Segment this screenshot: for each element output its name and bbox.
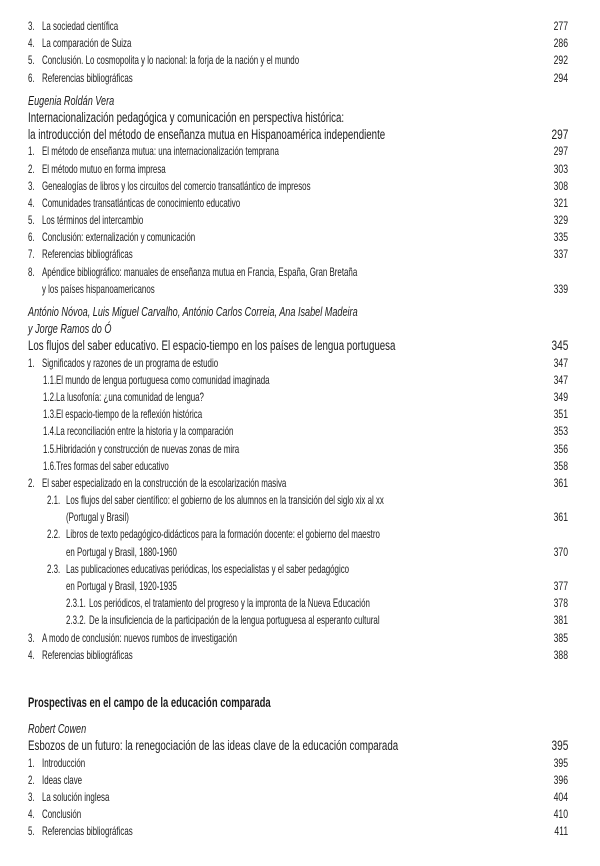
toc-entry[interactable]	[28, 772, 568, 789]
page-number: 286	[553, 36, 568, 51]
page-number: 378	[553, 596, 568, 611]
entry-text: Los términos del intercambio	[42, 213, 144, 228]
entry-number: 4.	[28, 807, 35, 822]
chapter-author-text: Eugenia Roldán Vera	[28, 92, 115, 108]
page-number: 294	[553, 70, 568, 85]
toc-entry[interactable]	[28, 406, 568, 423]
entry-number: 1.5.	[43, 441, 57, 456]
toc-entry[interactable]	[28, 246, 568, 263]
chapter-title[interactable]	[28, 126, 568, 143]
page-number: 337	[553, 247, 568, 262]
entry-number: 3.	[28, 19, 35, 33]
chapter-author	[28, 92, 568, 109]
page-number: 339	[553, 281, 568, 296]
chapter-author	[28, 303, 568, 320]
entry-text: Apéndice bibliográfico: manuales de enseñanza mutua en Francia, España, Gran Bretaña	[42, 264, 358, 279]
page-number: 292	[553, 53, 568, 68]
entry-text: La lusofonía: ¿una comunidad de lengua?	[56, 389, 204, 404]
entry-number: 1.6.	[43, 458, 57, 473]
page-number: 410	[553, 807, 568, 822]
page-number: 395	[551, 737, 568, 754]
toc-entry[interactable]	[28, 212, 568, 229]
toc-entry[interactable]	[28, 647, 568, 664]
entry-text: El método de enseñanza mutua: una internacionalización temprana	[42, 144, 279, 159]
toc-entry[interactable]	[28, 372, 568, 389]
toc-entry[interactable]	[28, 18, 568, 35]
entry-number: 2.	[28, 475, 35, 490]
entry-text: Las publicaciones educativas periódicas, los especialistas y el saber pedagógico	[66, 561, 350, 576]
toc-entry[interactable]	[28, 229, 568, 246]
entry-text-continued: en Portugal y Brasil, 1880-1960	[66, 544, 177, 559]
entry-text: El saber especializado en la construcción de la escolarización masiva	[42, 475, 287, 490]
entry-number: 1.1.	[43, 372, 57, 387]
toc-entry[interactable]	[28, 143, 568, 160]
entry-number: 1.	[28, 355, 35, 370]
entry-text: La comparación de Suiza	[42, 36, 132, 51]
entry-number: 1.2.	[43, 389, 57, 404]
entry-text: Significados y razones de un programa de estudio	[42, 355, 219, 370]
toc-entry[interactable]	[28, 70, 568, 87]
entry-text-continued: y los países hispanoamericanos	[42, 281, 155, 296]
toc-entry[interactable]	[28, 389, 568, 406]
entry-text: Ideas clave	[42, 772, 83, 787]
page-number: 370	[553, 544, 568, 559]
toc-entry[interactable]	[28, 544, 568, 561]
page-number: 377	[553, 579, 568, 593]
toc-entry[interactable]	[28, 789, 568, 806]
entry-text: Referencias bibliográficas	[42, 824, 133, 839]
entry-text: Comunidades transatlánticas de conocimiento educativo	[42, 195, 241, 210]
entry-text: El mundo de lengua portuguesa como comunidad imaginada	[56, 372, 270, 387]
toc-entry[interactable]	[28, 161, 568, 178]
toc-entry[interactable]	[28, 35, 568, 52]
page-number: 345	[551, 337, 568, 354]
page-number: 308	[553, 178, 568, 193]
entry-text: Referencias bibliográficas	[42, 70, 133, 85]
toc-entry[interactable]	[28, 526, 568, 543]
toc-entry[interactable]	[28, 578, 568, 595]
entry-number: 5.	[28, 53, 35, 68]
entry-text: Introducción	[42, 755, 86, 770]
page-number: 404	[553, 789, 568, 804]
chapter-title-text: Los flujos del saber educativo. El espacio-tiempo en los países de lengua portuguesa	[28, 338, 396, 354]
entry-number: 6.	[28, 230, 35, 245]
entry-number: 3.	[28, 789, 35, 804]
toc-entry[interactable]	[28, 823, 568, 840]
page-number: 395	[553, 755, 568, 770]
toc-entry[interactable]	[28, 264, 568, 281]
toc-entry[interactable]	[28, 441, 568, 458]
page-number: 411	[554, 824, 568, 839]
part-heading	[28, 694, 568, 711]
entry-number: 2.	[28, 161, 35, 176]
entry-text: Los periódicos, el tratamiento del progreso y la impronta de la Nueva Educación	[89, 596, 370, 611]
entry-text: El espacio-tiempo de la reflexión histórica	[56, 407, 203, 422]
entry-number: 2.	[28, 772, 35, 787]
entry-number: 7.	[28, 247, 35, 262]
chapter-title-text: la introducción del método de enseñanza mutua en Hispanoamérica independiente	[28, 127, 386, 143]
part-heading-text: Prospectivas en el campo de la educación comparada	[28, 694, 271, 710]
entry-text: La solución inglesa	[42, 789, 110, 804]
page-number: 297	[551, 126, 568, 143]
toc-entry[interactable]	[28, 178, 568, 195]
entry-text: Referencias bibliográficas	[42, 247, 133, 262]
entry-text: Los flujos del saber científico: el gobierno de los alumnos en la transición del siglo xix al xx	[66, 493, 384, 508]
page-number: 396	[553, 772, 568, 787]
toc-entry[interactable]	[28, 492, 568, 509]
table-of-contents	[28, 18, 568, 840]
entry-number: 6.	[28, 70, 35, 85]
toc-entry[interactable]	[28, 561, 568, 578]
toc-entry[interactable]	[28, 509, 568, 526]
page-number: 347	[553, 355, 568, 370]
entry-number: 1.4.	[43, 424, 57, 439]
page-number: 358	[553, 458, 568, 473]
chapter-title[interactable]	[28, 337, 568, 354]
page-number: 329	[553, 213, 568, 228]
toc-entry[interactable]	[28, 195, 568, 212]
chapter-title[interactable]	[28, 109, 568, 126]
page-number: 347	[553, 372, 568, 387]
page-number: 303	[553, 161, 568, 176]
toc-entry[interactable]	[28, 52, 568, 69]
entry-text: Hibridación y construcción de nuevas zonas de mira	[56, 441, 240, 456]
entry-number: 1.	[28, 755, 35, 770]
entry-number: 3.	[28, 178, 35, 193]
entry-text-continued: en Portugal y Brasil, 1920-1935	[66, 579, 177, 593]
chapter-author-text: y Jorge Ramos do Ó	[28, 321, 112, 337]
page-number: 277	[553, 19, 568, 33]
entry-number: 3.	[28, 630, 35, 645]
entry-number: 1.3.	[43, 407, 57, 422]
chapter-title-text: Internacionalización pedagógica y comunicación en perspectiva histórica:	[28, 109, 345, 125]
page-number: 321	[553, 195, 568, 210]
page-number: 388	[553, 647, 568, 662]
page-number: 353	[553, 424, 568, 439]
chapter-author	[28, 320, 568, 337]
entry-text: Referencias bibliográficas	[42, 647, 133, 662]
entry-number: 4.	[28, 36, 35, 51]
entry-text: Conclusión. Lo cosmopolita y lo nacional: la forja de la nación y el mundo	[42, 53, 300, 68]
entry-number: 5.	[28, 213, 35, 228]
page-number: 356	[553, 441, 568, 456]
entry-number: 8.	[28, 264, 35, 279]
toc-entry[interactable]	[28, 595, 568, 612]
entry-number: 2.3.1.	[66, 596, 86, 611]
toc-entry[interactable]	[28, 755, 568, 772]
toc-entry[interactable]	[28, 281, 568, 298]
page-number: 349	[553, 389, 568, 404]
entry-text: Conclusión	[42, 807, 82, 822]
entry-text: A modo de conclusión: nuevos rumbos de investigación	[42, 630, 238, 645]
entry-text: La reconciliación entre la historia y la comparación	[56, 424, 234, 439]
toc-entry[interactable]	[28, 458, 568, 475]
toc-entry[interactable]	[28, 612, 568, 629]
toc-entry[interactable]	[28, 475, 568, 492]
entry-text: Tres formas del saber educativo	[56, 458, 169, 473]
entry-number: 5.	[28, 824, 35, 839]
toc-entry[interactable]	[28, 630, 568, 647]
entry-text: Libros de texto pedagógico-didácticos para la formación docente: el gobierno del maestro	[66, 527, 380, 542]
entry-text: Conclusión: externalización y comunicación	[42, 230, 196, 245]
page-number: 361	[553, 475, 568, 490]
page-number: 361	[553, 510, 568, 525]
entry-text: El método mutuo en forma impresa	[42, 161, 166, 176]
toc-entry[interactable]	[28, 355, 568, 372]
entry-text: La sociedad científica	[42, 19, 119, 33]
entry-text: De la insuficiencia de la participación de la lengua portuguesa al esperanto cultural	[89, 613, 380, 628]
entry-number: 2.2.	[47, 527, 61, 542]
entry-text: Genealogías de libros y los circuitos del comercio transatlántico de impresos	[42, 178, 311, 193]
toc-entry[interactable]	[28, 806, 568, 823]
page-number: 297	[553, 144, 568, 159]
entry-number: 4.	[28, 195, 35, 210]
entry-number: 2.3.2.	[66, 613, 86, 628]
chapter-author	[28, 720, 568, 737]
chapter-author-text: António Nóvoa, Luis Miguel Carvalho, António Carlos Correia, Ana Isabel Madeira	[28, 304, 358, 319]
entry-number: 2.1.	[47, 493, 61, 508]
chapter-author-text: Robert Cowen	[28, 721, 87, 737]
entry-number: 1.	[28, 144, 35, 159]
entry-number: 4.	[28, 647, 35, 662]
entry-text-continued: (Portugal y Brasil)	[66, 510, 129, 525]
entry-number: 2.3.	[47, 561, 61, 576]
page-number: 381	[553, 613, 568, 628]
page-number: 335	[553, 230, 568, 245]
page-number: 351	[553, 407, 568, 422]
chapter-title-text: Esbozos de un futuro: la renegociación de las ideas clave de la educación comparada	[28, 738, 399, 754]
toc-entry[interactable]	[28, 423, 568, 440]
page-number: 385	[553, 630, 568, 645]
chapter-title[interactable]	[28, 737, 568, 754]
